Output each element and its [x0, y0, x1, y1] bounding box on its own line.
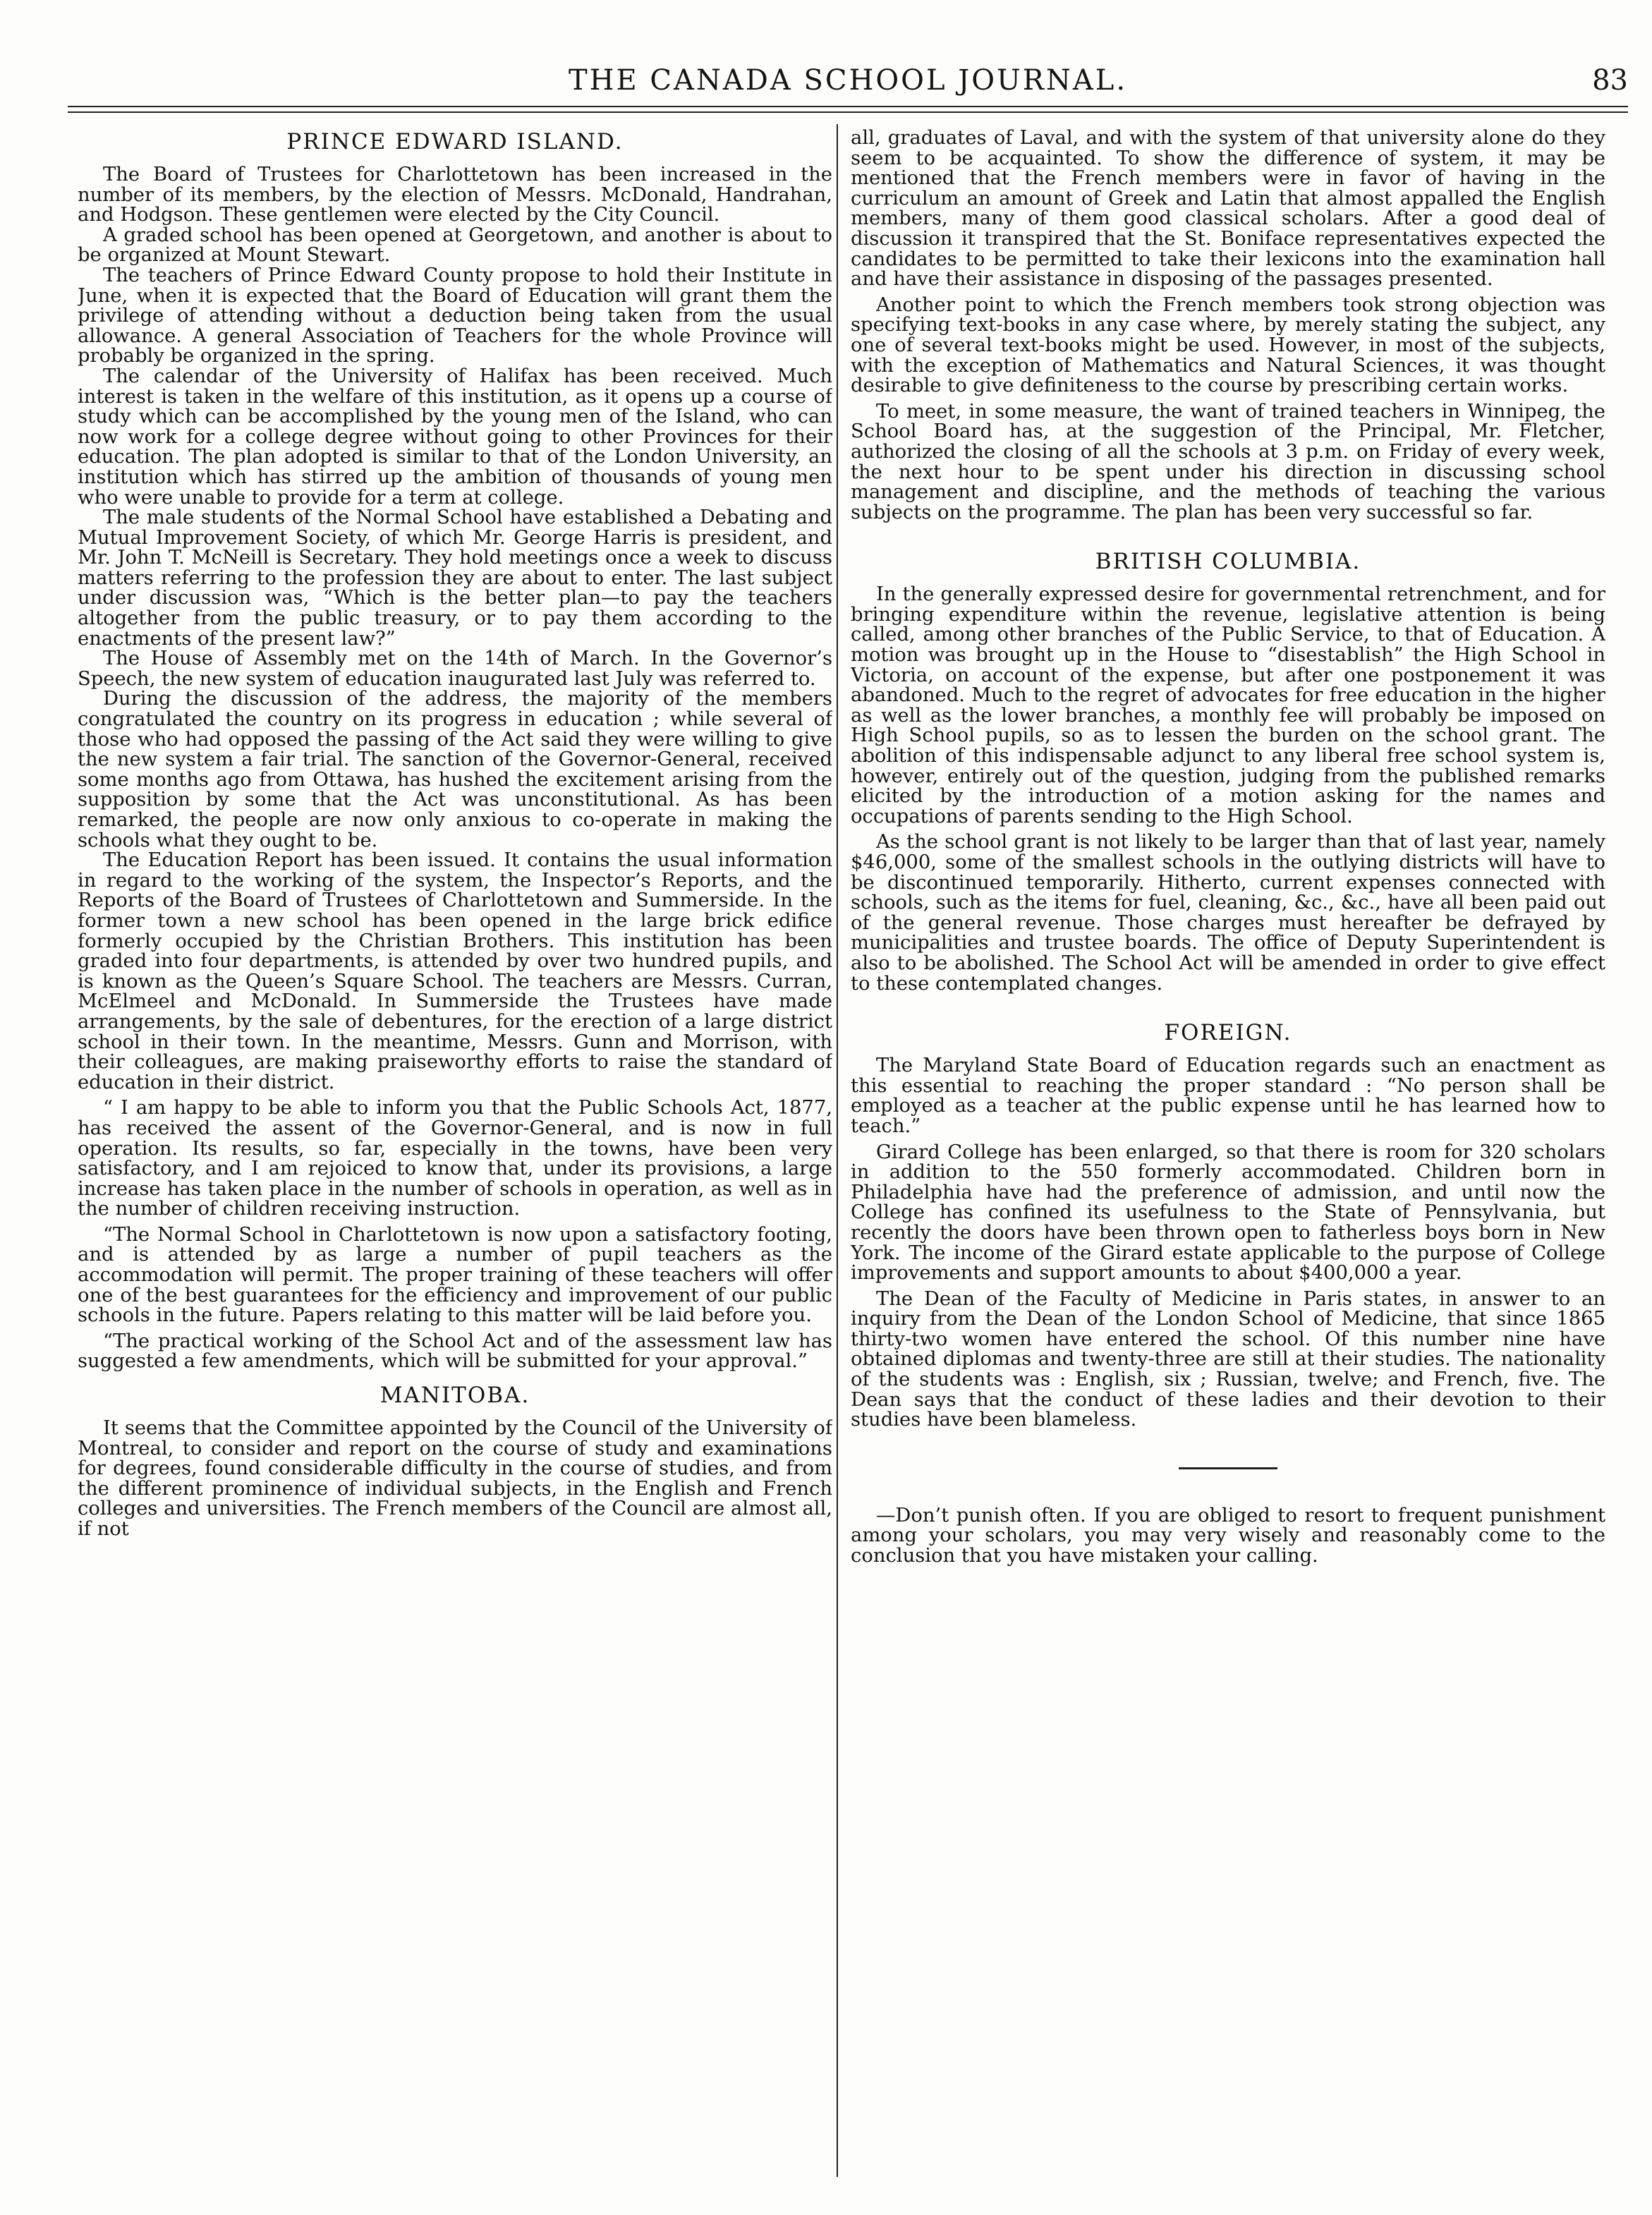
paragraph: As the school grant is not likely to be larger than that of last year, namely $46,000, some of the smallest schools in the outlying districts will have to be discontinued temporarily. Hitherto, current expenses connected with schools, such as the items for fuel, cleaning, &c., &c., have all been paid out of the general revenue. Those charges must hereafter be defrayed by municipalities and trustee boards. The office of Deputy Superintendent is also to be abolished. The School Act will be amended in order to give effect to these contemplated changes. — [851, 831, 1605, 995]
section-heading-manitoba: MANITOBA. — [379, 1383, 530, 1409]
paragraph: The Board of Trustees for Charlottetown has been increased in the number of its members, by the election of Messrs. McDonald, Handrahan, and Hodgson. These gentlemen were elected by the City Council. — [78, 164, 832, 226]
section-heading-british-columbia: BRITISH COLUMBIA. — [1095, 549, 1361, 575]
running-head — [68, 62, 1628, 99]
closing-note: —Don’t punish often. If you are obliged to resort to frequent punishment among your scholars, you may very wisely and reasonably come to the conclusion that you have mistaken your calling. — [851, 1504, 1605, 1567]
header-rule-top — [68, 106, 1628, 107]
header-rule-bottom — [68, 111, 1628, 113]
paragraph: Another point to which the French members took strong objection was specifying text-books in any case where, by merely stating the subject, any one of several text-books might be used. However, in most of the subjects, with the exception of Mathematics and Natural Sciences, it was thought desirable to give definiteness to the course by prescribing certain works. — [851, 293, 1605, 397]
paragraph: To meet, in some measure, the want of trained teachers in Winnipeg, the School Board has, at the suggestion of the Principal, Mr. Fletcher, authorized the closing of all the schools at 3 p.m. on Friday of every week, the next hour to be spent under his direction in discussing school management and discipline, and the methods of teaching the various subjects on the programme. The plan has been very successful so far. — [851, 400, 1605, 523]
page-number: 83 — [1592, 64, 1628, 97]
paragraph: “The practical working of the School Act and of the assessment law has suggested a few amendments, which will be submitted for your approval.” — [78, 1330, 832, 1373]
column-divider — [837, 124, 838, 2177]
paragraph: The calendar of the University of Halifax has been received. Much interest is taken in the welfare of this institution, as it opens up a course of study which can be accomplished by the young men of the Island, who can now work for a college degree without going to other Provinces for their education. The plan adopted is similar to that of the London University, an institution which has stirred up the ambition of thousands of young men who were unable to provide for a term at college. — [78, 365, 832, 509]
paragraph: The teachers of Prince Edward County propose to hold their Institute in June, when it is expected that the Board of Education will grant them the privilege of attending without a deduction being taken from the usual allowance. A general Association of Teachers for the whole Province will probably be organized in the spring. — [78, 264, 832, 368]
paragraph: The Education Report has been issued. It contains the usual information in regard to the working of the system, the Inspector’s Reports, and the Reports of the Board of Trustees of Charlottetown and Summerside. In the former town a new school has been opened in the large brick edifice formerly occupied by the Christian Brothers. This institution has been graded into four departments, is attended by over two hundred pupils, and is known as the Queen’s Square School. The teachers are Messrs. Curran, McElmeel and McDonald. In Summerside the Trustees have made arrangements, by the sale of debentures, for the erection of a large district school in their town. In the meantime, Messrs. Gunn and Morrison, with their colleagues, are making praiseworthy efforts to raise the standard of education in their district. — [78, 849, 832, 1093]
paragraph: A graded school has been opened at Georgetown, and another is about to be organized at Mount Stewart. — [78, 224, 832, 267]
right-column — [851, 128, 1605, 2174]
section-heading-pei: PRINCE EDWARD ISLAND. — [286, 129, 624, 154]
paragraph: The Maryland State Board of Education regards such an enactment as this essential to reaching the proper standard : “No person shall be employed as a teacher at the public expense until he has learned how to teach.” — [851, 1055, 1605, 1137]
paragraph: Girard College has been enlarged, so that there is room for 320 scholars in addition to the 550 formerly accommodated. Children born in Philadelphia have had the preference of admission, and until now the College has confined its usefulness to the State of Pennsylvania, but recently the doors have been thrown open to fatherless boys born in New York. The income of the Girard estate applicable to the purpose of College improvements and support amounts to about $400,000 a year. — [851, 1141, 1605, 1285]
section-heading-foreign: FOREIGN. — [1164, 1020, 1292, 1046]
paragraph: During the discussion of the address, the majority of the members congratulated the country on its progress in education ; while several of those who had opposed the passing of the Act said they were willing to give the new system a fair trial. The sanction of the Governor-General, received some months ago from Ottawa, has hushed the excitement arising from the supposition by some that the Act was unconstitutional. As has been remarked, the people are now only anxious to co-operate in making the schools what they ought to be. — [78, 688, 832, 851]
left-column — [78, 128, 832, 2174]
paragraph: It seems that the Committee appointed by the Council of the University of Montreal, to consider and report on the course of study and examinations for degrees, found considerable difficulty in the course of studies, and from the different prominence of individual subjects, in the English and French colleges and universities. The French members of the Council are almost all, if not — [78, 1417, 832, 1540]
paragraph: all, graduates of Laval, and with the system of that university alone do they seem to be acquainted. To show the difference of system, it may be mentioned that the French members were in favor of having in the curriculum an amount of Greek and Latin that almost appalled the English members, many of them good classical scholars. After a good deal of discussion it transpired that the St. Boniface representatives expected the candidates to be permitted to take their lexicons into the examination hall and have their assistance in disposing of the passages presented. — [851, 128, 1605, 291]
paragraph: In the generally expressed desire for governmental retrenchment, and for bringing expenditure within the revenue, legislative attention is being called, among other branches of the Public Service, to that of Education. A motion was brought up in the House to “disestablish” the High School in Victoria, on account of the expense, but after one postponement it was abandoned. Much to the regret of advocates for free education in the higher as well as the lower branches, a monthly fee will probably be imposed on High School pupils, so as to lessen the burden on the school grant. The abolition of this indispensable adjunct to any liberal free school system is, however, entirely out of the question, judging from the published remarks elicited by the introduction of a motion asking for the names and occupations of parents sending to the High School. — [851, 583, 1605, 827]
section-separator — [1179, 1467, 1277, 1469]
paragraph: The Dean of the Faculty of Medicine in Paris states, in answer to an inquiry from the Dean of the London School of Medicine, that since 1865 thirty-two women have entered the school. Of this number nine have obtained diplomas and twenty-three are still at their studies. The nationality of the students was : English, six ; Russian, twelve; and French, five. The Dean says that the conduct of these ladies and their devotion to their studies have been blameless. — [851, 1287, 1605, 1431]
journal-title: THE CANADA SCHOOL JOURNAL. — [568, 64, 1128, 97]
paragraph: “The Normal School in Charlottetown is now upon a satisfactory footing, and is attended by as large a number of pupil teachers as the accommodation will permit. The proper training of these teachers will offer one of the best guarantees for the efficiency and improvement of our public schools in the future. Papers relating to this matter will be laid before you. — [78, 1223, 832, 1327]
paragraph: The male students of the Normal School have established a Debating and Mutual Improvement Society, of which Mr. George Harris is president, and Mr. John T. McNeill is Secretary. They hold meetings once a week to discuss matters referring to the profession they are about to enter. The last subject under discussion was, “Which is the better plan—to pay the teachers altogether from the public treasury, or to pay them according to the enactments of the present law?” — [78, 506, 832, 650]
paragraph: “ I am happy to be able to inform you that the Public Schools Act, 1877, has received the assent of the Governor-General, and is now in full operation. Its results, so far, especially in the towns, have been very satisfactory, and I am rejoiced to know that, under its provisions, a large increase has taken place in the number of schools in operation, as well as in the number of children receiving instruction. — [78, 1097, 832, 1220]
paragraph: The House of Assembly met on the 14th of March. In the Governor’s Speech, the new system of education inaugurated last July was referred to. — [78, 648, 832, 690]
